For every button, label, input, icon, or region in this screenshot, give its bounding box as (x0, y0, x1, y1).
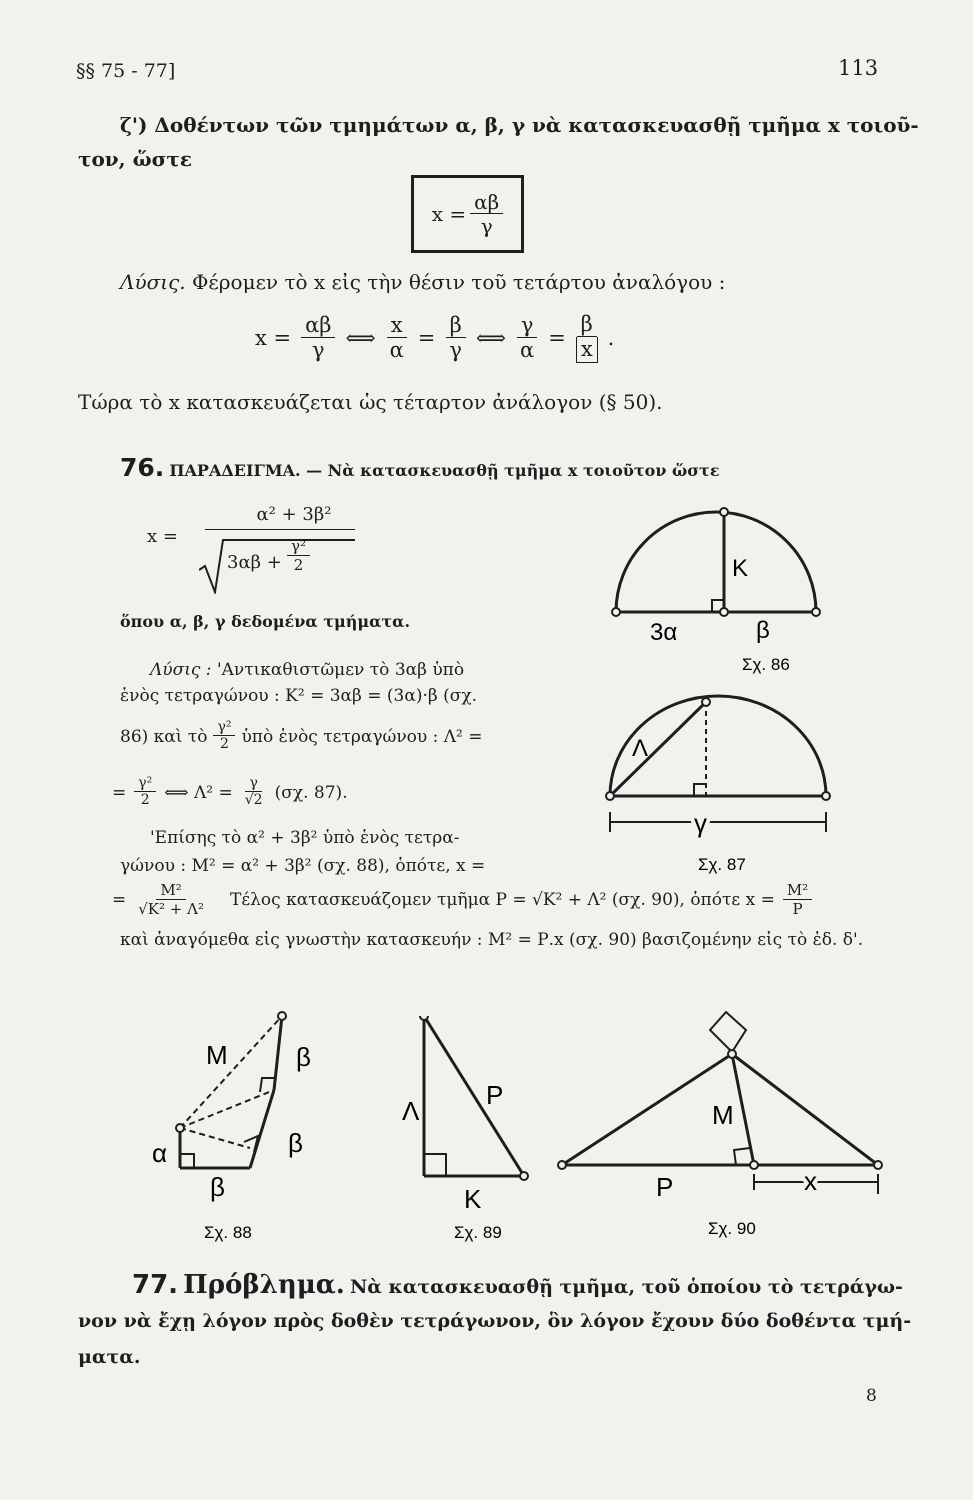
fig89-point (420, 1016, 428, 1020)
sec76-line3-pre: 86) καὶ τὸ (120, 726, 208, 747)
eq-frac-4 (516, 314, 538, 363)
fig86-point (812, 608, 820, 616)
fig89-hypotenuse-P (424, 1016, 524, 1176)
figure-86 (596, 498, 826, 698)
sec76-line1-text: 'Αντικαθιστῶμεν τὸ 3αβ ὑπὸ (216, 660, 465, 680)
sec76-line4-frac2-num: γ (245, 776, 261, 792)
fig88-label-b3: β (210, 1172, 225, 1202)
zeta-now: Τώρα τὸ x κατασκευάζεται ὡς τέταρτον ἀνάλογον (§ 50). (78, 390, 663, 414)
zeta-heading-line2: τον, ὥστε (78, 147, 193, 171)
sec76-line7-frac1-den: √Κ² + Λ² (138, 899, 204, 918)
sec76-line4-frac2 (241, 776, 267, 809)
fig88-label-b1: β (296, 1042, 311, 1072)
fig87-point (606, 792, 614, 800)
fig90-caption: Σχ. 90 (708, 1219, 756, 1238)
sec76-line4-frac1 (134, 776, 156, 809)
fig90-side-left (562, 1054, 732, 1165)
fig90-label-M: Μ (712, 1100, 734, 1130)
sec76-line3 (120, 720, 483, 753)
sec76-line7-frac2-num: Μ² (783, 882, 812, 900)
sec76-line3-post: ὑπὸ ἑνὸς τετραγώνου : Λ² = (241, 726, 483, 747)
fig87-chord (610, 702, 706, 796)
sec77-number: 77. (132, 1270, 179, 1300)
sec76-line4-mid: ⟺ Λ² = (164, 782, 233, 803)
fig86-label-b: β (756, 617, 770, 644)
fig88-side-b2 (250, 1090, 274, 1168)
eq-x: x = (255, 326, 292, 351)
sec77-title: Πρόβλημα. (183, 1270, 345, 1300)
sec76-line1 (150, 660, 464, 680)
sec76-line8: καὶ ἀναγόμεθα εἰς γνωστὴν κατασκευήν : Μ² = Ρ.x (σχ. 90) βασιζομένην εἰς τὸ ἐδ. δ'. (120, 930, 864, 950)
eq-f3-num: β (446, 314, 466, 338)
eq-f3-den: γ (449, 337, 462, 362)
eq-f1-num: αβ (301, 314, 335, 338)
sec76-line3-frac-num: γ² (213, 720, 235, 736)
fig86-point (720, 608, 728, 616)
fig88-point (176, 1124, 184, 1132)
page-number: 113 (838, 56, 879, 80)
fig89-label-P: Ρ (486, 1080, 504, 1110)
equivalence-arrow-2: ⟺ (475, 326, 507, 351)
fig89-caption: Σχ. 89 (454, 1223, 502, 1242)
fig90-right-angle-bottom (734, 1148, 750, 1165)
fig88-dashed-2 (180, 1090, 274, 1128)
eq-frac-1 (301, 314, 335, 363)
formula-x: x = (147, 526, 178, 547)
fig86-point (720, 508, 728, 516)
sec77-text-line2: νον νὰ ἔχῃ λόγον πρὸς δοθὲν τετράγωνον, ὃν λόγον ἔχουν δύο δοθέντα τμή- (78, 1310, 912, 1332)
formula-fraction-bar (205, 529, 355, 530)
eq-f5-num: β (577, 313, 597, 337)
fig90-point (558, 1161, 566, 1169)
fig89-label-K: Κ (464, 1184, 482, 1214)
signature-mark: 8 (866, 1386, 877, 1406)
fig90-point (750, 1161, 758, 1169)
fig88-dashed-3 (180, 1128, 250, 1148)
fig90-label-P: Ρ (656, 1172, 674, 1202)
sec76-line4-frac1-num: γ² (134, 776, 156, 792)
fig86-point (612, 608, 620, 616)
box-fraction (470, 191, 503, 238)
sec76-line4-frac1-den: 2 (140, 792, 150, 809)
fig89-right-angle (424, 1154, 446, 1176)
radicand-fraction (287, 538, 310, 574)
sec76-formula (147, 504, 367, 594)
formula-numerator: α² + 3β² (256, 504, 332, 525)
fig86-semicircle (616, 512, 816, 612)
fig90-label-x: x (804, 1166, 817, 1196)
eq-frac-5 (576, 313, 598, 363)
fig88-label-M: Μ (206, 1040, 228, 1070)
sec76-line4 (112, 776, 348, 809)
fig88-point (278, 1012, 286, 1020)
eq-equals-1: = (417, 326, 436, 351)
eq-dot: . (607, 326, 615, 351)
eq-equals-2: = (548, 326, 566, 351)
figure-90 (548, 990, 888, 1250)
radicand-text: 3αβ + (227, 552, 282, 573)
eq-f4-den: α (520, 337, 535, 362)
figure-88 (150, 1008, 330, 1248)
sec77-text-line3: ματα. (78, 1346, 141, 1368)
sec76-heading (120, 453, 720, 482)
lysis-label: Λύσις. (120, 270, 186, 294)
sec76-line6: γώνου : Μ² = α² + 3β² (σχ. 88), ὁπότε, x = (120, 856, 486, 876)
fig88-label-a: α (152, 1138, 168, 1168)
fig90-point (728, 1050, 736, 1058)
equivalence-arrow-1: ⟺ (345, 326, 376, 351)
figure-89 (398, 1016, 548, 1246)
sec76-line7-frac1-num: Μ² (156, 882, 185, 900)
eq-f5-den: x (576, 337, 598, 363)
sec76-line4-post: (σχ. 87). (274, 782, 348, 803)
sec77-heading (132, 1270, 903, 1300)
eq-f2-den: α (389, 337, 404, 362)
figure-87 (596, 692, 836, 882)
fig87-point (822, 792, 830, 800)
fig87-right-angle (694, 784, 706, 796)
sec76-line7 (112, 882, 812, 918)
boxed-formula (411, 175, 524, 253)
fig86-label-K: Κ (732, 555, 749, 582)
sec76-line4-pre: = (112, 782, 127, 803)
fig89-point (520, 1172, 528, 1180)
fig90-side-right (732, 1054, 878, 1165)
eq-f2-num: x (387, 314, 407, 338)
box-numerator: αβ (470, 191, 503, 214)
eq-frac-2 (386, 314, 408, 363)
box-denominator: γ (480, 213, 493, 238)
running-header-left: §§ 75 - 77] (76, 60, 176, 82)
sec76-line7-frac2 (783, 882, 812, 918)
fig90-point (874, 1161, 882, 1169)
lysis-text: Φέρομεν τὸ x εἰς τὴν θέσιν τοῦ τετάρτου ἀναλόγου : (192, 270, 726, 294)
fig88-caption: Σχ. 88 (204, 1223, 252, 1242)
sec76-line3-frac (213, 720, 235, 753)
eq-f1-den: γ (312, 337, 325, 362)
fig89-label-L: Λ (402, 1096, 420, 1126)
box-lhs: x = (431, 202, 467, 226)
sec76-line2: ἑνὸς τετραγώνου : Κ² = 3αβ = (3α)·β (σχ. (120, 686, 478, 706)
fig87-point (702, 698, 710, 706)
radicand-fraction-num: γ² (287, 538, 310, 556)
zeta-heading-line1: ζ') Δοθέντων τῶν τμημάτων α, β, γ νὰ κατασκευασθῇ τμῆμα x τοιοῦ- (120, 113, 919, 137)
sec76-lysis-label: Λύσις : (150, 660, 212, 680)
fig90-right-angle-top (710, 1012, 746, 1052)
sec76-line3-frac-den: 2 (220, 736, 229, 753)
eq-f4-num: γ (517, 314, 538, 338)
fig86-label-3a: 3α (650, 619, 678, 646)
radicand-fraction-den: 2 (293, 555, 304, 574)
sec77-text-line1: Νὰ κατασκευασθῇ τμῆμα, τοῦ ὁποίου τὸ τετράγω- (349, 1276, 903, 1298)
fig87-label-g: γ (694, 808, 707, 838)
sec76-line4-frac2-den: √2 (244, 792, 263, 809)
fig87-caption: Σχ. 87 (698, 855, 746, 874)
sec76-line7-frac1 (134, 882, 208, 918)
zeta-lysis (120, 270, 725, 294)
eq-frac-3 (445, 314, 466, 363)
fig86-caption: Σχ. 86 (742, 655, 790, 674)
sec76-line5: 'Επίσης τὸ α² + 3β² ὑπὸ ἑνὸς τετρα- (150, 828, 460, 848)
sec76-line7-pre: = (112, 889, 127, 910)
proportion-equation (255, 313, 614, 363)
fig88-right-angle (180, 1154, 194, 1168)
sec76-number: 76. (120, 453, 165, 482)
fig87-label-L: Λ (632, 735, 649, 762)
sec76-title: ΠΑΡΑΔΕΙΓΜΑ. — Νὰ κατασκευασθῇ τμῆμα x τοιοῦτον ὥστε (169, 461, 720, 480)
sec76-line7-frac2-den: Ρ (792, 899, 803, 918)
sec76-line7-text: Τέλος κατασκευάζομεν τμῆμα Ρ = √Κ² + Λ² (σχ. 90), ὁπότε x = (229, 889, 775, 910)
sec76-where: ὅπου α, β, γ δεδομένα τμήματα. (120, 612, 411, 631)
fig88-label-b2: β (288, 1128, 303, 1158)
